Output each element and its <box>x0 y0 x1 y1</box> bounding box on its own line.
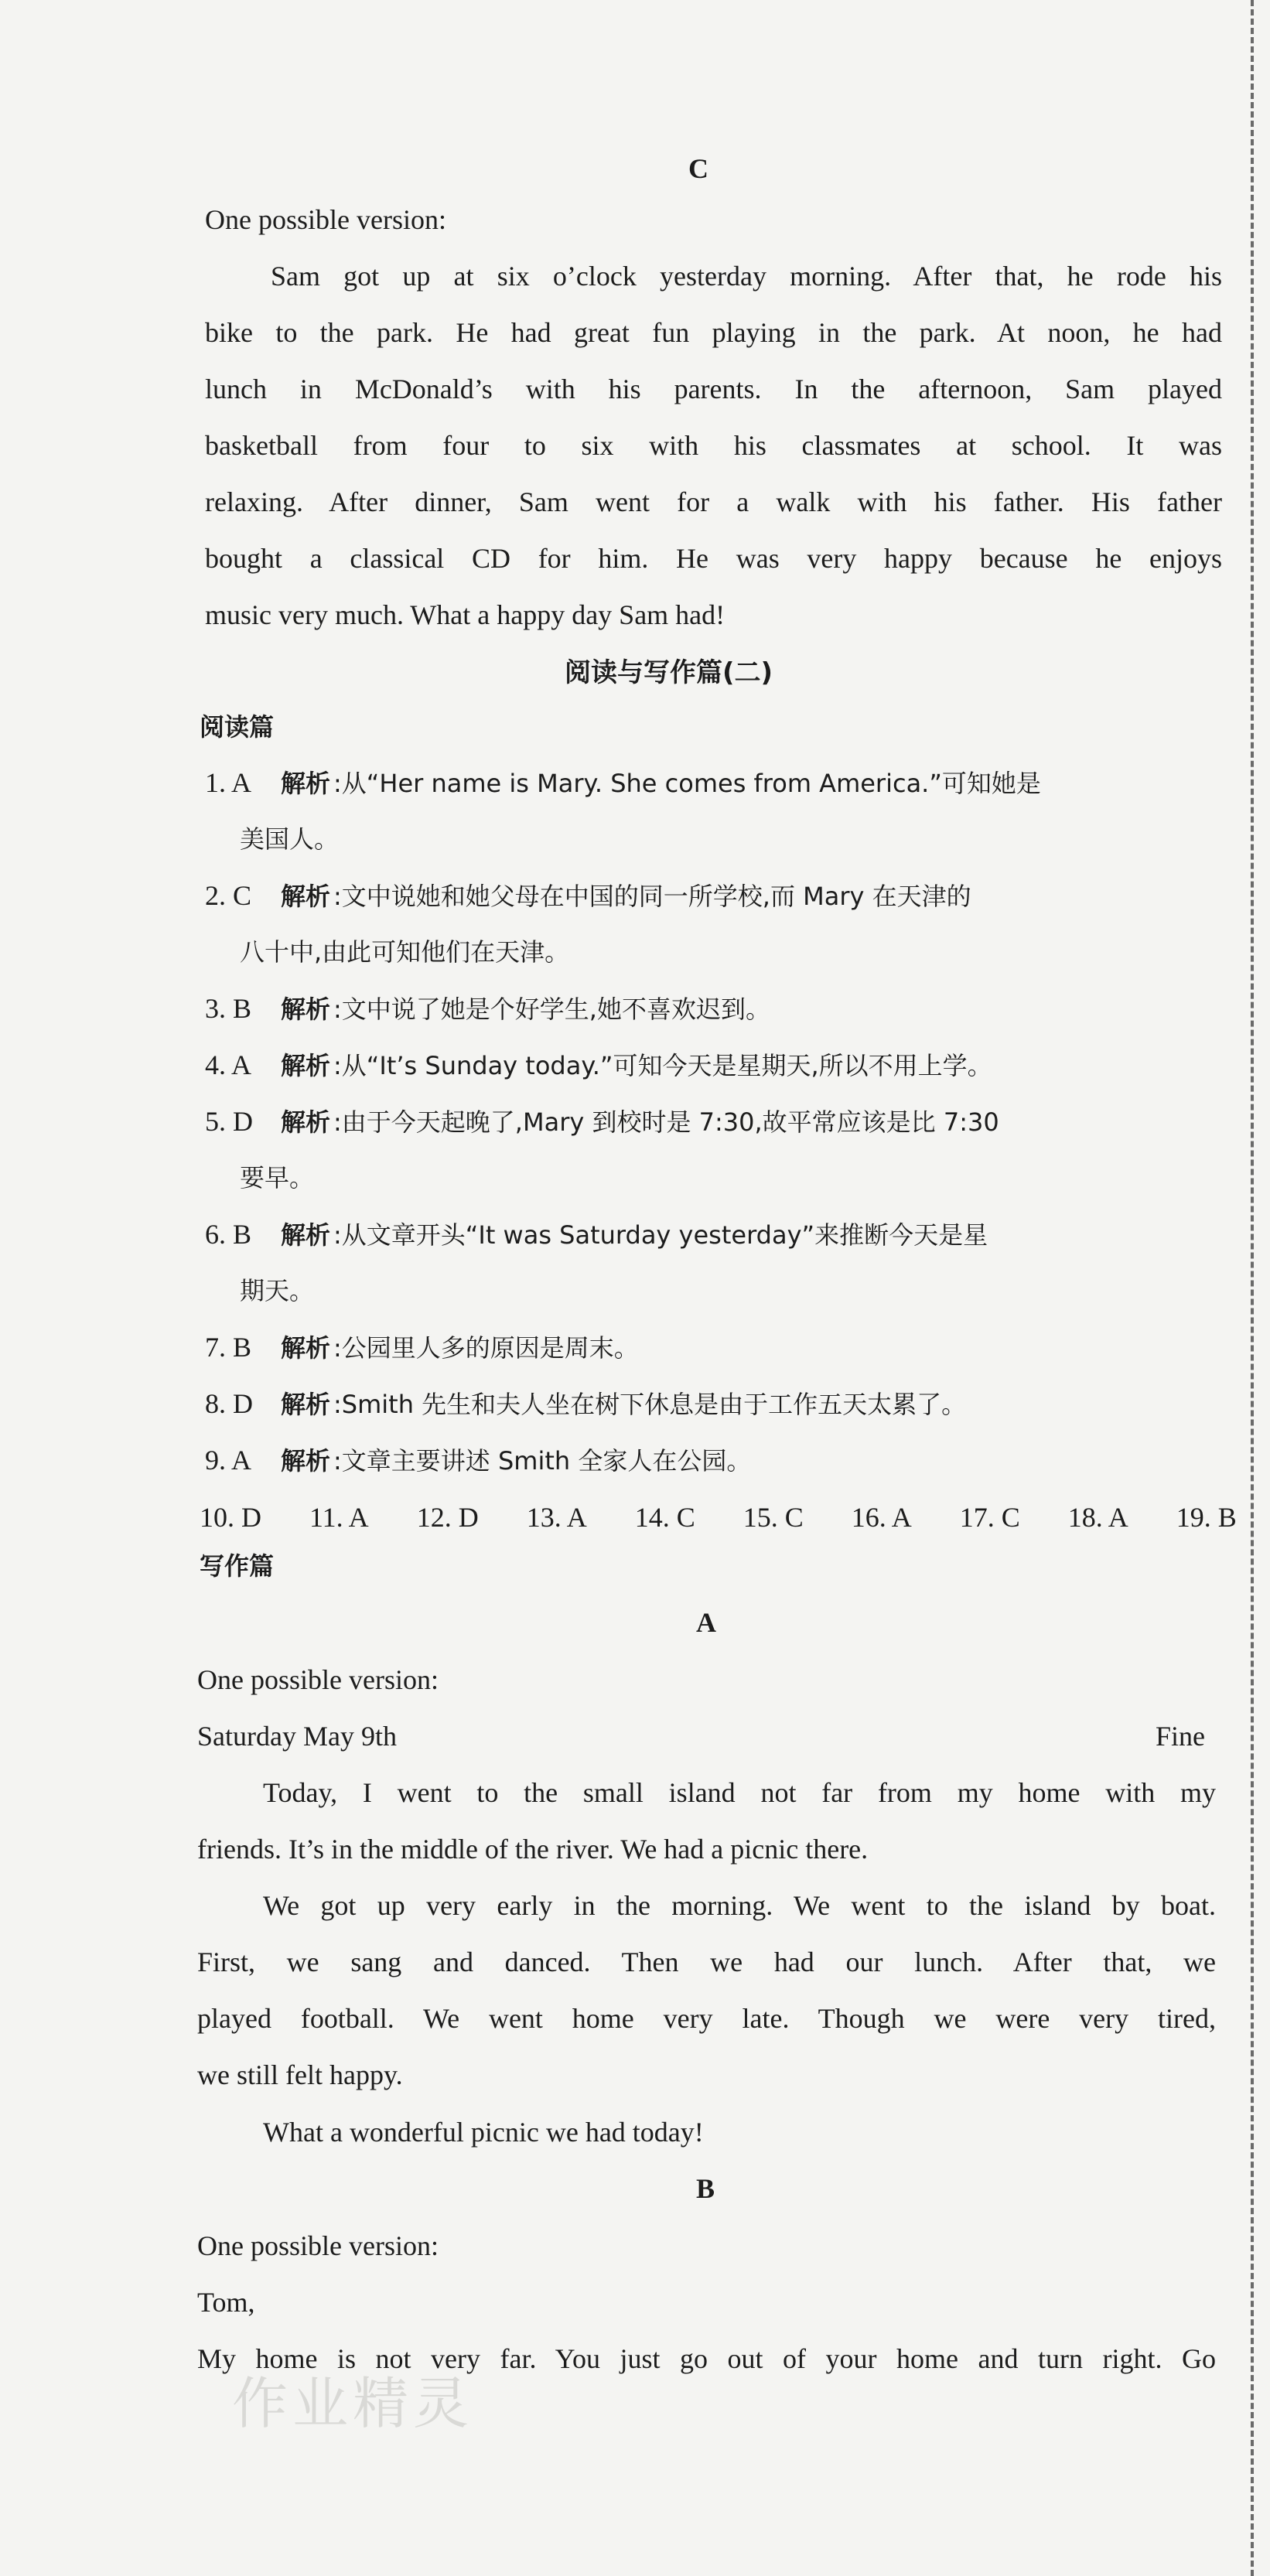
section-c-line-1: Sam got up at six o’clock yesterday morning. After that, he rode his <box>271 261 1222 292</box>
reading-item-6: 6. B 解析 :从文章开头“It was Saturday yesterday”来推断今天是星 <box>205 1219 988 1250</box>
answer-19: 19. B <box>1176 1502 1237 1533</box>
answer-15: 15. C <box>743 1502 804 1533</box>
section-c-title: C <box>688 153 708 184</box>
writing-a-line-4: First, we sang and danced. Then we had our lunch. After that, we <box>197 1947 1216 1977</box>
page-edge-dashed-border <box>1251 0 1254 2576</box>
section-c-line-2: bike to the park. He had great fun playing in the park. At noon, he had <box>205 317 1222 348</box>
section-c-line-7: music very much. What a happy day Sam had! <box>205 599 725 630</box>
writing-a-line-7: What a wonderful picnic we had today! <box>263 2117 704 2148</box>
writing-b-line-1: My home is not very far. You just go out of your home and turn right. Go <box>197 2343 1216 2374</box>
answer-14: 14. C <box>634 1502 695 1533</box>
writing-a-line-1: Today, I went to the small island not far from my home with my <box>263 1777 1216 1808</box>
reading-item-5-cont: 要早。 <box>240 1163 315 1192</box>
answer-12: 12. D <box>416 1502 479 1533</box>
writing-a-line-2: friends. It’s in the middle of the river. We had a picnic there. <box>197 1834 869 1865</box>
answer-11: 11. A <box>309 1502 369 1533</box>
section-c-line-4: basketball from four to six with his classmates at school. It was <box>205 430 1222 461</box>
section-c-line-6: bought a classical CD for him. He was very happy because he enjoys <box>205 543 1222 574</box>
answer-10: 10. D <box>200 1502 261 1533</box>
writing-a-title: A <box>696 1607 716 1638</box>
reading-item-1-cont: 美国人。 <box>240 824 340 854</box>
section-c-line-5: relaxing. After dinner, Sam went for a walk with his father. His father <box>205 486 1222 517</box>
reading-item-5: 5. D 解析 :由于今天起晚了,Mary 到校时是 7:30,故平常应该是比 7:30 <box>205 1106 999 1137</box>
answer-18: 18. A <box>1067 1502 1128 1533</box>
writing-b-intro: One possible version: <box>197 2230 439 2261</box>
writing-a-line-6: we still felt happy. <box>197 2059 403 2090</box>
section-c-line-3: lunch in McDonald’s with his parents. In the afternoon, Sam played <box>205 374 1222 404</box>
reading-item-6-cont: 期天。 <box>240 1276 315 1305</box>
writing-heading: 写作篇 <box>200 1551 275 1581</box>
writing-b-greeting: Tom, <box>197 2287 255 2318</box>
reading-item-2: 2. C 解析 :文中说她和她父母在中国的同一所学校,而 Mary 在天津的 <box>205 880 971 911</box>
answer-17: 17. C <box>959 1502 1020 1533</box>
reading-heading: 阅读篇 <box>200 712 275 742</box>
writing-a-date: Saturday May 9th <box>197 1721 397 1752</box>
reading-item-9: 9. A 解析 :文章主要讲述 Smith 全家人在公园。 <box>205 1445 752 1476</box>
writing-a-weather: Fine <box>1156 1721 1206 1752</box>
reading-item-7: 7. B 解析 :公园里人多的原因是周末。 <box>205 1332 639 1363</box>
reading-item-2-cont: 八十中,由此可知他们在天津。 <box>240 937 570 967</box>
answer-16: 16. A <box>851 1502 912 1533</box>
writing-b-title: B <box>696 2173 715 2204</box>
reading-item-8: 8. D 解析 :Smith 先生和夫人坐在树下休息是由于工作五天太累了。 <box>205 1388 967 1419</box>
reading-item-1: 1. A 解析 :从“Her name is Mary. She comes from America.”可知她是 <box>205 767 1041 798</box>
writing-a-line-5: played football. We went home very late. Though we were very tired, <box>197 2003 1216 2034</box>
reading-item-4: 4. A 解析 :从“It’s Sunday today.”可知今天是星期天,所以不用上学。 <box>205 1049 992 1080</box>
part2-title: 阅读与写作篇(二) <box>565 657 773 688</box>
reading-item-3: 3. B 解析 :文中说了她是个好学生,她不喜欢迟到。 <box>205 993 770 1024</box>
section-c-intro: One possible version: <box>205 204 446 235</box>
answer-row <box>200 1500 1237 1534</box>
writing-a-intro: One possible version: <box>197 1664 439 1695</box>
watermark-logo: 作业精灵 <box>232 2371 474 2436</box>
answer-13: 13. A <box>526 1502 587 1533</box>
writing-a-line-3: We got up very early in the morning. We went to the island by boat. <box>263 1890 1216 1921</box>
